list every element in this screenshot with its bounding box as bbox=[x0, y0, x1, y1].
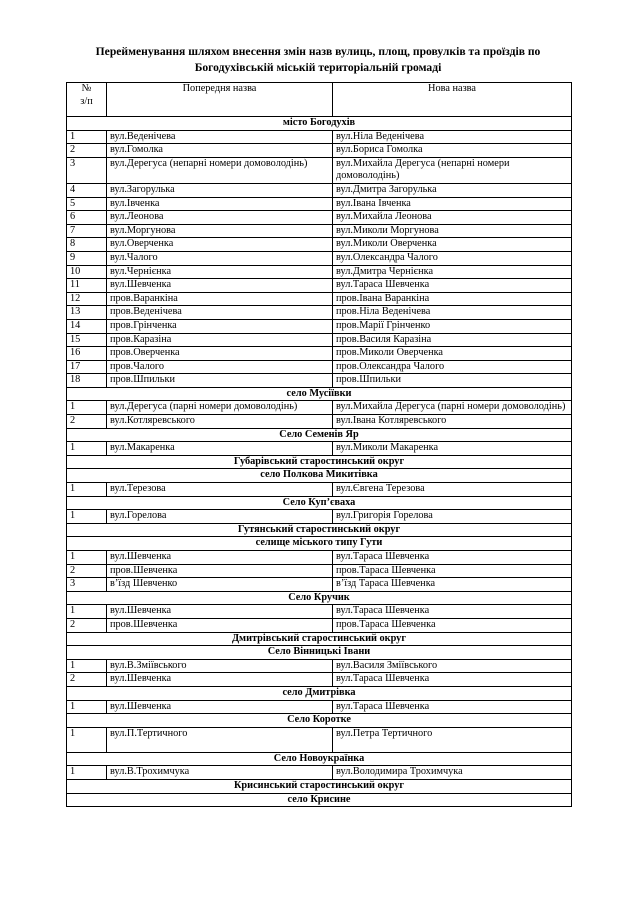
old-name: вул.Макаренка bbox=[107, 442, 333, 456]
table-row bbox=[67, 306, 572, 320]
new-name: вул.Івана Котляревського bbox=[333, 415, 572, 429]
row-number: 11 bbox=[67, 279, 107, 293]
new-name: вул.Петра Тертичного bbox=[333, 727, 572, 752]
old-name: вул.Шевченка bbox=[107, 673, 333, 687]
row-number: 9 bbox=[67, 251, 107, 265]
row-number: 1 bbox=[67, 727, 107, 752]
table-row bbox=[67, 360, 572, 374]
table-body bbox=[67, 117, 572, 807]
section-row bbox=[67, 646, 572, 660]
table-row bbox=[67, 510, 572, 524]
title-line-1: Перейменування шляхом внесення змін назв вулиць, площ, провулків та проїздів по bbox=[95, 45, 541, 58]
table-row bbox=[67, 224, 572, 238]
old-name: пров.Варанкіна bbox=[107, 292, 333, 306]
row-number: 13 bbox=[67, 306, 107, 320]
table-row bbox=[67, 319, 572, 333]
new-name: вул.Володимира Трохимчука bbox=[333, 766, 572, 780]
header-number: № з/п bbox=[67, 83, 107, 117]
new-name: вул.Михайла Леонова bbox=[333, 211, 572, 225]
row-number: 1 bbox=[67, 659, 107, 673]
table-row bbox=[67, 279, 572, 293]
table-row bbox=[67, 265, 572, 279]
row-number: 12 bbox=[67, 292, 107, 306]
row-number: 2 bbox=[67, 415, 107, 429]
old-name: вул.Гомолка bbox=[107, 144, 333, 158]
section-title: Село Куп’єваха bbox=[67, 496, 572, 510]
row-number: 1 bbox=[67, 401, 107, 415]
table-row bbox=[67, 211, 572, 225]
row-number: 17 bbox=[67, 360, 107, 374]
old-name: пров.Шевченка bbox=[107, 618, 333, 632]
new-name: пров.Марії Грінченко bbox=[333, 319, 572, 333]
table-row bbox=[67, 197, 572, 211]
table-row bbox=[67, 292, 572, 306]
section-title: Губарівський старостинський округ bbox=[67, 455, 572, 469]
row-number: 3 bbox=[67, 157, 107, 183]
section-row bbox=[67, 455, 572, 469]
row-number: 2 bbox=[67, 564, 107, 578]
old-name: вул.Оверченка bbox=[107, 238, 333, 252]
old-name: вул.Чернієнка bbox=[107, 265, 333, 279]
old-name: вул.П.Тертичного bbox=[107, 727, 333, 752]
table-row bbox=[67, 251, 572, 265]
section-title: село Полкова Микитівка bbox=[67, 469, 572, 483]
old-name: вул.Веденічева bbox=[107, 130, 333, 144]
new-name: пров.Тараса Шевченка bbox=[333, 564, 572, 578]
new-name: пров.Івана Варанкіна bbox=[333, 292, 572, 306]
table-row bbox=[67, 442, 572, 456]
section-row bbox=[67, 537, 572, 551]
section-title: Село Кручик bbox=[67, 591, 572, 605]
title-line-2: Богодухівській міській територіальній громаді bbox=[194, 61, 442, 74]
old-name: вул.Леонова bbox=[107, 211, 333, 225]
header-old-name: Попередня назва bbox=[107, 83, 333, 117]
table-row bbox=[67, 401, 572, 415]
new-name: вул.Івана Івченка bbox=[333, 197, 572, 211]
row-number: 1 bbox=[67, 700, 107, 714]
new-name: пров.Тараса Шевченка bbox=[333, 618, 572, 632]
section-title: селище міського типу Гути bbox=[67, 537, 572, 551]
new-name: вул.Дмитра Загорулька bbox=[333, 183, 572, 197]
table-row bbox=[67, 157, 572, 183]
row-number: 3 bbox=[67, 578, 107, 592]
table-row bbox=[67, 564, 572, 578]
row-number: 1 bbox=[67, 510, 107, 524]
old-name: вул.Шевченка bbox=[107, 700, 333, 714]
old-name: вул.В.Трохимчука bbox=[107, 766, 333, 780]
new-name: вул.Миколи Макаренка bbox=[333, 442, 572, 456]
new-name: пров.Миколи Оверченка bbox=[333, 347, 572, 361]
table-row bbox=[67, 551, 572, 565]
table-row bbox=[67, 374, 572, 388]
section-row bbox=[67, 752, 572, 766]
old-name: вул.Загорулька bbox=[107, 183, 333, 197]
old-name: в’їзд Шевченко bbox=[107, 578, 333, 592]
row-number: 16 bbox=[67, 347, 107, 361]
new-name: вул.Тараса Шевченка bbox=[333, 673, 572, 687]
section-title: Село Новоукраїнка bbox=[67, 752, 572, 766]
old-name: вул.Моргунова bbox=[107, 224, 333, 238]
section-title: Крисинський старостинський округ bbox=[67, 779, 572, 793]
new-name: вул.Бориса Гомолка bbox=[333, 144, 572, 158]
old-name: вул.Горелова bbox=[107, 510, 333, 524]
new-name: вул.Тараса Шевченка bbox=[333, 551, 572, 565]
section-title: місто Богодухів bbox=[67, 117, 572, 131]
section-row bbox=[67, 686, 572, 700]
old-name: вул.Чалого bbox=[107, 251, 333, 265]
old-name: вул.Івченка bbox=[107, 197, 333, 211]
section-title: Гутянський старостинський округ bbox=[67, 523, 572, 537]
new-name: пров.Олександра Чалого bbox=[333, 360, 572, 374]
row-number: 2 bbox=[67, 673, 107, 687]
new-name: вул.Михайла Дерегуса (парні номери домоволодінь) bbox=[333, 401, 572, 415]
section-row bbox=[67, 632, 572, 646]
row-number: 1 bbox=[67, 605, 107, 619]
old-name: вул.В.Зміївського bbox=[107, 659, 333, 673]
table-row bbox=[67, 238, 572, 252]
table-row bbox=[67, 673, 572, 687]
table-row bbox=[67, 347, 572, 361]
old-name: вул.Шевченка bbox=[107, 605, 333, 619]
row-number: 1 bbox=[67, 483, 107, 497]
section-row bbox=[67, 523, 572, 537]
row-number: 10 bbox=[67, 265, 107, 279]
old-name: пров.Шевченка bbox=[107, 564, 333, 578]
table-row bbox=[67, 144, 572, 158]
section-row bbox=[67, 469, 572, 483]
section-row bbox=[67, 428, 572, 442]
table-row bbox=[67, 415, 572, 429]
section-title: Село Вінницькі Івани bbox=[67, 646, 572, 660]
new-name: пров.Василя Каразіна bbox=[333, 333, 572, 347]
row-number: 1 bbox=[67, 442, 107, 456]
section-title: село Дмитрівка bbox=[67, 686, 572, 700]
table-header-row bbox=[67, 83, 572, 117]
table-row bbox=[67, 766, 572, 780]
table-row bbox=[67, 130, 572, 144]
old-name: пров.Чалого bbox=[107, 360, 333, 374]
row-number: 4 bbox=[67, 183, 107, 197]
new-name: вул.Василя Зміївського bbox=[333, 659, 572, 673]
section-title: село Крисине bbox=[67, 793, 572, 807]
section-row bbox=[67, 793, 572, 807]
table-row bbox=[67, 659, 572, 673]
section-row bbox=[67, 779, 572, 793]
row-number: 5 bbox=[67, 197, 107, 211]
row-number: 1 bbox=[67, 551, 107, 565]
section-title: село Мусіївки bbox=[67, 387, 572, 401]
table-row bbox=[67, 483, 572, 497]
old-name: вул.Дерегуса (парні номери домоволодінь) bbox=[107, 401, 333, 415]
new-name: вул.Олександра Чалого bbox=[333, 251, 572, 265]
new-name: вул.Дмитра Чернієнка bbox=[333, 265, 572, 279]
row-number: 14 bbox=[67, 319, 107, 333]
new-name: вул.Миколи Оверченка bbox=[333, 238, 572, 252]
old-name: пров.Грінченка bbox=[107, 319, 333, 333]
section-title: Село Семенів Яр bbox=[67, 428, 572, 442]
renaming-table bbox=[66, 82, 572, 807]
row-number: 18 bbox=[67, 374, 107, 388]
row-number: 6 bbox=[67, 211, 107, 225]
section-row bbox=[67, 496, 572, 510]
section-title: Дмитрівський старостинський округ bbox=[67, 632, 572, 646]
header-new-name: Нова назва bbox=[333, 83, 572, 117]
section-row bbox=[67, 387, 572, 401]
new-name: в’їзд Тараса Шевченка bbox=[333, 578, 572, 592]
old-name: вул.Терезова bbox=[107, 483, 333, 497]
old-name: вул.Котляревського bbox=[107, 415, 333, 429]
table-row bbox=[67, 333, 572, 347]
new-name: вул.Тараса Шевченка bbox=[333, 279, 572, 293]
document-title bbox=[40, 44, 596, 76]
table-row bbox=[67, 700, 572, 714]
section-row bbox=[67, 591, 572, 605]
old-name: пров.Шпильки bbox=[107, 374, 333, 388]
table-row bbox=[67, 727, 572, 752]
row-number: 1 bbox=[67, 766, 107, 780]
table-row bbox=[67, 618, 572, 632]
old-name: вул.Шевченка bbox=[107, 551, 333, 565]
table-row bbox=[67, 578, 572, 592]
old-name: пров.Веденічева bbox=[107, 306, 333, 320]
old-name: вул.Шевченка bbox=[107, 279, 333, 293]
row-number: 1 bbox=[67, 130, 107, 144]
new-name: вул.Тараса Шевченка bbox=[333, 605, 572, 619]
old-name: пров.Оверченка bbox=[107, 347, 333, 361]
new-name: вул.Григорія Горелова bbox=[333, 510, 572, 524]
row-number: 15 bbox=[67, 333, 107, 347]
row-number: 2 bbox=[67, 618, 107, 632]
new-name: пров.Ніла Веденічева bbox=[333, 306, 572, 320]
section-row bbox=[67, 117, 572, 131]
new-name: пров.Шпильки bbox=[333, 374, 572, 388]
row-number: 8 bbox=[67, 238, 107, 252]
old-name: пров.Каразіна bbox=[107, 333, 333, 347]
new-name: вул.Євгена Терезова bbox=[333, 483, 572, 497]
new-name: вул.Михайла Дерегуса (непарні номери домоволодінь) bbox=[333, 157, 572, 183]
section-title: Село Коротке bbox=[67, 714, 572, 728]
new-name: вул.Миколи Моргунова bbox=[333, 224, 572, 238]
row-number: 2 bbox=[67, 144, 107, 158]
table-row bbox=[67, 183, 572, 197]
section-row bbox=[67, 714, 572, 728]
row-number: 7 bbox=[67, 224, 107, 238]
table-row bbox=[67, 605, 572, 619]
new-name: вул.Ніла Веденічева bbox=[333, 130, 572, 144]
old-name: вул.Дерегуса (непарні номери домоволодінь) bbox=[107, 157, 333, 183]
new-name: вул.Тараса Шевченка bbox=[333, 700, 572, 714]
